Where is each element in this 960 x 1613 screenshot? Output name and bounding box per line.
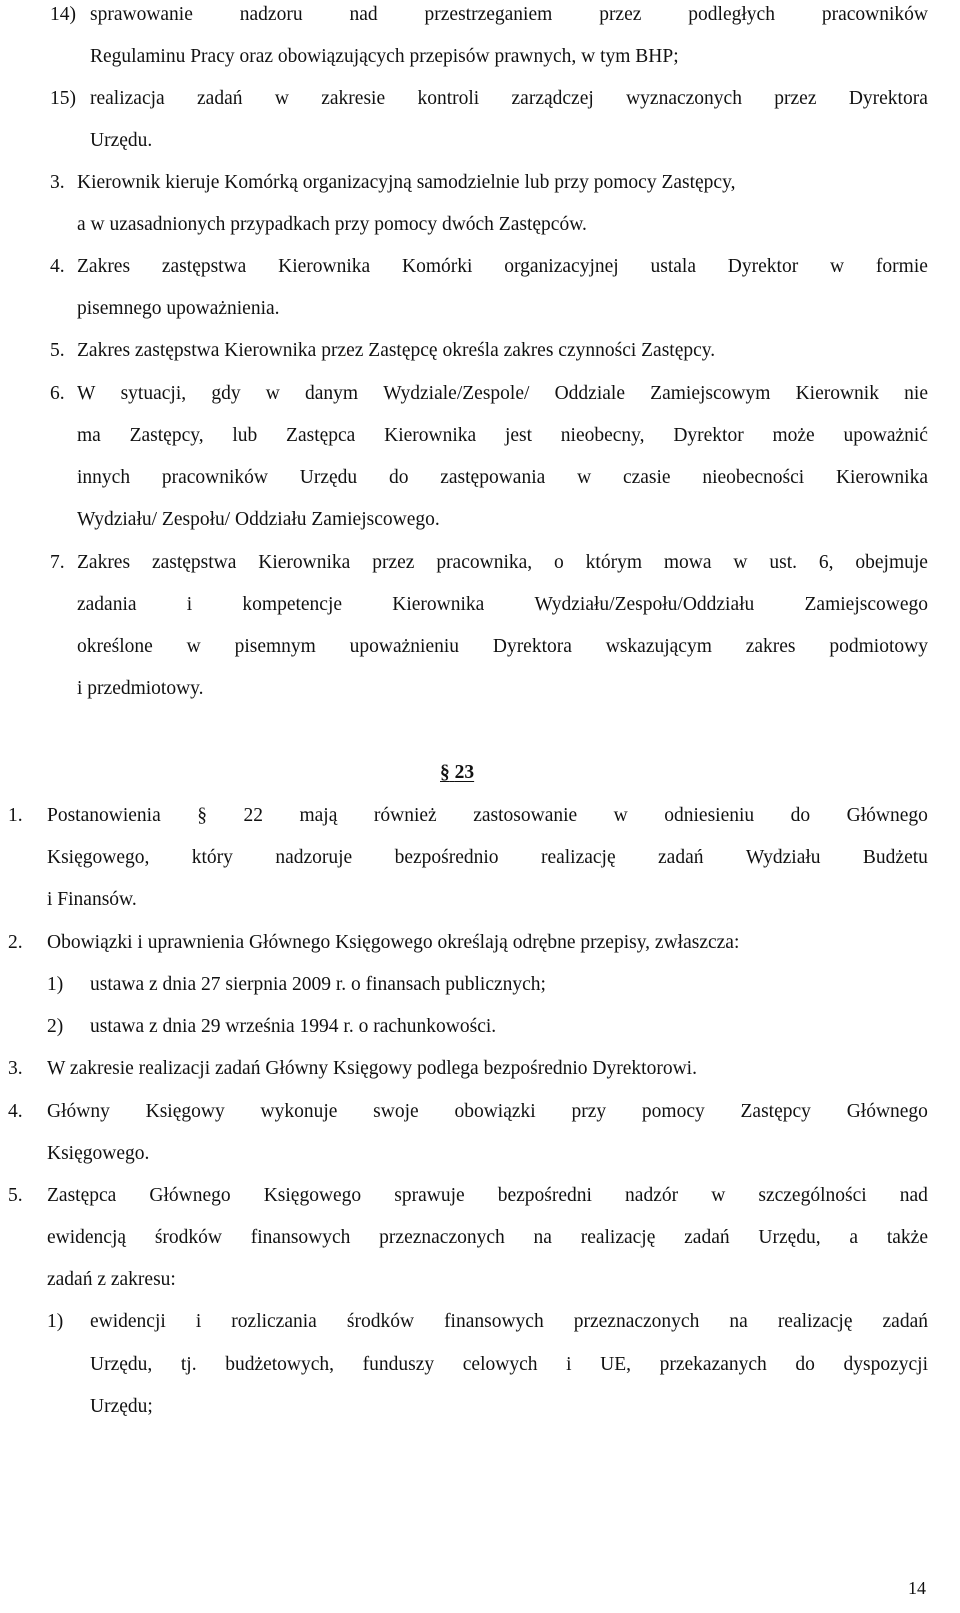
text-line: i Finansów.: [47, 889, 137, 910]
word: Zakres: [77, 256, 131, 277]
word: sytuacji,: [120, 383, 187, 404]
word: celowych: [462, 1354, 538, 1375]
section-sign: §: [197, 805, 207, 826]
word: zastępstwa: [161, 256, 247, 277]
word: przeznaczonych: [573, 1311, 700, 1332]
word: przeznaczonych: [379, 1227, 505, 1248]
word: obejmuje: [855, 552, 928, 573]
word: także: [886, 1227, 928, 1248]
word: podmiotowy: [829, 636, 928, 657]
text-line: Księgowego.: [47, 1143, 150, 1164]
sublist-marker: 1): [47, 974, 64, 995]
word: przez: [774, 88, 817, 109]
text-line: [90, 86, 928, 112]
word: określone: [77, 636, 153, 657]
word: finansowych: [250, 1227, 351, 1248]
word: Zamiejscowego: [804, 594, 928, 615]
word: Komórki: [402, 256, 473, 277]
word: zastępstwa: [151, 552, 237, 573]
word: Urzędu: [299, 467, 358, 488]
word: realizację: [777, 1311, 853, 1332]
word: nieobecności: [702, 467, 805, 488]
word: nad: [349, 4, 378, 25]
word: w: [265, 383, 280, 404]
text-line: [77, 381, 928, 407]
word: który: [191, 847, 233, 868]
word: Urzędu,: [758, 1227, 821, 1248]
word: pracowników: [161, 467, 268, 488]
text-line: Urzędu.: [90, 130, 153, 151]
word: Zastępcy,: [129, 425, 204, 446]
word: a: [849, 1227, 859, 1248]
word: Zakres: [77, 552, 131, 573]
word: lub: [232, 425, 258, 446]
list-marker: 4.: [50, 256, 65, 277]
text-line: i przedmiotowy.: [77, 678, 204, 699]
word: na: [729, 1311, 748, 1332]
word: Kierownika: [258, 552, 351, 573]
word: Księgowego: [263, 1185, 362, 1206]
list-marker: 3.: [8, 1058, 23, 1079]
text-line: [47, 1099, 928, 1125]
text-line: Kierownik kieruje Komórką organizacyjną samodzielnie lub przy pomocy Zastępcy,: [77, 172, 736, 193]
text-line: Obowiązki i uprawnienia Głównego Księgowego określają odrębne przepisy, zwłaszcza:: [47, 932, 740, 953]
word: tj.: [180, 1354, 197, 1375]
section-sign: §: [440, 762, 450, 783]
word: realizację: [540, 847, 616, 868]
word: W: [77, 383, 96, 404]
word: innych: [77, 467, 131, 488]
text-line: [47, 803, 928, 829]
word: i: [195, 1311, 202, 1332]
word: przez: [599, 4, 642, 25]
list-marker: 3.: [50, 172, 65, 193]
text-line: Regulaminu Pracy oraz obowiązujących przepisów prawnych, w tym BHP;: [90, 46, 679, 67]
word: Kierownik: [795, 383, 879, 404]
word: Głównego: [846, 1101, 928, 1122]
word: ewidencji: [90, 1311, 166, 1332]
list-marker: 6.: [50, 383, 65, 404]
word: Oddziale: [554, 383, 625, 404]
list-marker: 15): [50, 88, 76, 109]
word: Zastępcy: [740, 1101, 811, 1122]
word: finansowych: [444, 1311, 544, 1332]
word: przez: [372, 552, 415, 573]
word: Kierownika: [384, 425, 477, 446]
word: Budżetu: [862, 847, 928, 868]
word: pisemnym: [234, 636, 316, 657]
text-line: Wydziału/ Zespołu/ Oddziału Zamiejscowego.: [77, 509, 440, 530]
text-line: [90, 1352, 928, 1378]
word: UE,: [600, 1354, 631, 1375]
word: podległych: [688, 4, 775, 25]
word: upoważnić: [843, 425, 928, 446]
text-line: [77, 423, 928, 449]
text-line: [77, 465, 928, 491]
word: mają: [299, 805, 338, 826]
word: bezpośrednio: [394, 847, 499, 868]
text-line: Urzędu;: [90, 1396, 153, 1417]
word: rozliczania: [231, 1311, 317, 1332]
word: ma: [77, 425, 101, 446]
word: Wydziału: [745, 847, 821, 868]
word: realizacja: [90, 88, 165, 109]
word: Kierownika: [835, 467, 928, 488]
word: Głównego: [846, 805, 928, 826]
text-line: [90, 1309, 928, 1335]
sublist-marker: 2): [47, 1016, 64, 1037]
text-line: ustawa z dnia 29 września 1994 r. o rachunkowości.: [90, 1016, 497, 1037]
word: w: [613, 805, 628, 826]
word: w: [733, 552, 748, 573]
word: realizację: [580, 1227, 656, 1248]
word: pomocy: [641, 1101, 705, 1122]
text-line: Zakres zastępstwa Kierownika przez Zastępcę określa zakres czynności Zastępcy.: [77, 340, 716, 361]
word: i: [566, 1354, 572, 1375]
word: może: [772, 425, 815, 446]
word: swoje: [373, 1101, 419, 1122]
list-marker: 14): [50, 4, 76, 25]
word: gdy: [211, 383, 241, 404]
word: nad: [899, 1185, 928, 1206]
word: nieobecny,: [560, 425, 645, 446]
section-number: 23: [454, 762, 475, 783]
list-marker: 5.: [8, 1185, 23, 1206]
word: nadzór: [625, 1185, 679, 1206]
word: odniesieniu: [664, 805, 755, 826]
word: kontroli: [417, 88, 480, 109]
text-line: ustawa z dnia 27 sierpnia 2009 r. o finansach publicznych;: [90, 974, 546, 995]
word: jest: [504, 425, 533, 446]
word: Wydziale/Zespole/: [383, 383, 530, 404]
word: zastosowanie: [473, 805, 578, 826]
text-line: [47, 1225, 928, 1251]
text-line: [77, 254, 928, 280]
word: upoważnieniu: [349, 636, 460, 657]
word: budżetowych,: [225, 1354, 335, 1375]
word: na: [533, 1227, 552, 1248]
word: formie: [875, 256, 928, 277]
text-line: [47, 1183, 928, 1209]
word: w: [711, 1185, 726, 1206]
word: przestrzeganiem: [424, 4, 553, 25]
word: do: [388, 467, 409, 488]
list-marker: 1.: [8, 805, 23, 826]
word: zakresie: [321, 88, 386, 109]
word: Zamiejscowym: [650, 383, 771, 404]
list-marker: 4.: [8, 1101, 23, 1122]
word: nie: [904, 383, 928, 404]
word: kompetencje: [242, 594, 343, 615]
word: zadań: [197, 88, 243, 109]
word: sprawuje: [394, 1185, 465, 1206]
word: 22: [243, 805, 263, 826]
word: i: [186, 594, 193, 615]
word: zadań: [684, 1227, 730, 1248]
word: zakres: [745, 636, 796, 657]
word: którym: [585, 552, 642, 573]
word: sprawowanie: [90, 4, 193, 25]
word: bezpośredni: [497, 1185, 592, 1206]
list-marker: 2.: [8, 932, 23, 953]
word: 6,: [818, 552, 834, 573]
word: szczególności: [758, 1185, 867, 1206]
word: ustala: [650, 256, 696, 277]
word: zadań: [882, 1311, 928, 1332]
word: Postanowienia: [47, 805, 161, 826]
list-marker: 7.: [50, 552, 65, 573]
text-line: [47, 845, 928, 871]
word: środków: [154, 1227, 222, 1248]
word: dyspozycji: [843, 1354, 928, 1375]
word: Kierownika: [392, 594, 485, 615]
text-line: [77, 550, 928, 576]
word: w: [577, 467, 592, 488]
word: wskazującym: [605, 636, 712, 657]
sublist-marker: 1): [47, 1311, 64, 1332]
word: zadań: [658, 847, 704, 868]
word: w: [186, 636, 201, 657]
word: Urzędu,: [90, 1354, 153, 1375]
word: danym: [305, 383, 359, 404]
word: Dyrektor: [727, 256, 799, 277]
word: zadania: [77, 594, 137, 615]
word: nadzoruje: [275, 847, 353, 868]
word: Księgowy: [145, 1101, 225, 1122]
list-marker: 5.: [50, 340, 65, 361]
word: w: [274, 88, 289, 109]
word: przekazanych: [659, 1354, 767, 1375]
word: Kierownika: [278, 256, 371, 277]
word: Zastępca: [47, 1185, 117, 1206]
word: również: [373, 805, 437, 826]
word: w: [830, 256, 845, 277]
word: wykonuje: [260, 1101, 338, 1122]
word: Główny: [47, 1101, 110, 1122]
page-number: 14: [908, 1578, 926, 1598]
word: o: [554, 552, 564, 573]
word: Dyrektora: [492, 636, 572, 657]
word: zastępowania: [440, 467, 546, 488]
word: do: [790, 805, 811, 826]
word: Dyrektor: [673, 425, 744, 446]
word: środków: [346, 1311, 415, 1332]
word: mowa: [663, 552, 712, 573]
word: Głównego: [149, 1185, 231, 1206]
word: zarządczej: [511, 88, 594, 109]
text-line: [77, 592, 928, 618]
word: ust.: [769, 552, 798, 573]
section-heading: [440, 760, 474, 786]
word: przy: [571, 1101, 607, 1122]
word: Wydziału/Zespołu/Oddziału: [534, 594, 755, 615]
word: Zastępca: [286, 425, 356, 446]
word: wyznaczonych: [626, 88, 742, 109]
word: obowiązki: [454, 1101, 536, 1122]
word: funduszy: [362, 1354, 435, 1375]
text-line: W zakresie realizacji zadań Główny Księgowy podlega bezpośrednio Dyrektorowi.: [47, 1058, 697, 1079]
text-line: [90, 2, 928, 28]
word: czasie: [622, 467, 671, 488]
text-line: [77, 634, 928, 660]
word: Księgowego,: [47, 847, 150, 868]
word: pracownika,: [436, 552, 533, 573]
text-line: pisemnego upoważnienia.: [77, 298, 280, 319]
word: organizacyjnej: [504, 256, 619, 277]
word: Dyrektora: [848, 88, 928, 109]
text-line: a w uzasadnionych przypadkach przy pomocy dwóch Zastępców.: [77, 214, 587, 235]
word: nadzoru: [239, 4, 303, 25]
word: do: [795, 1354, 815, 1375]
word: ewidencją: [47, 1227, 127, 1248]
word: pracowników: [821, 4, 928, 25]
text-line: zadań z zakresu:: [47, 1269, 176, 1290]
